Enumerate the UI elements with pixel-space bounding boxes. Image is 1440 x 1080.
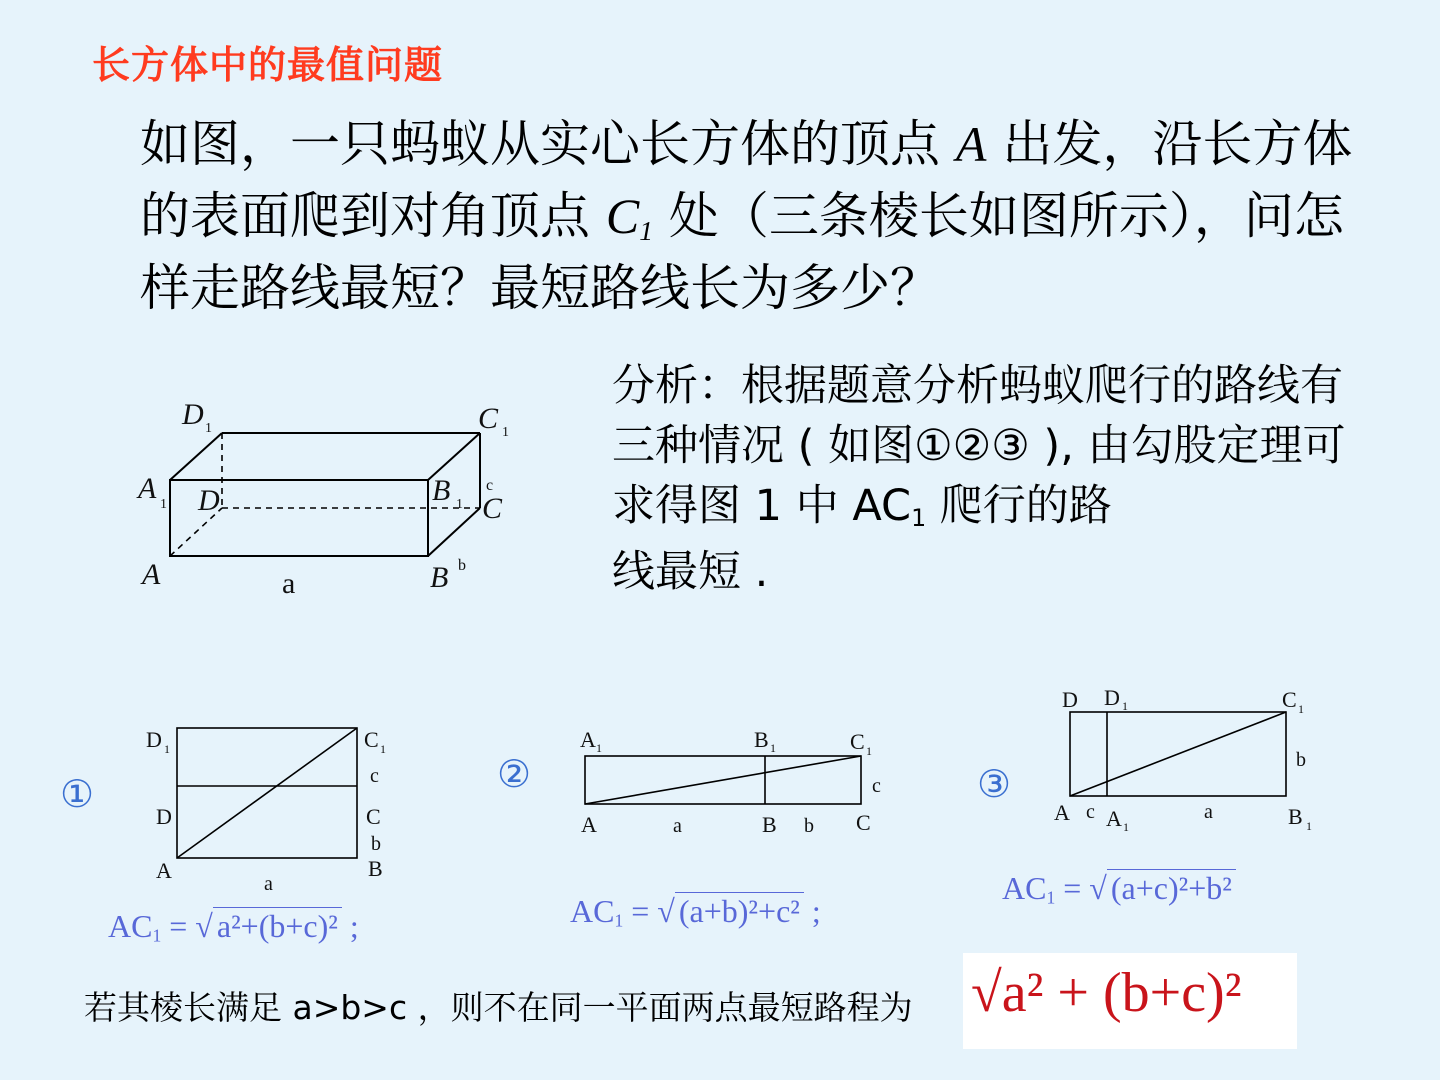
- label-c1-sub: 1: [502, 425, 509, 440]
- net3-label-d1: D: [1104, 685, 1120, 710]
- bottom-note: 若其棱长满足 a>b>c ，则不在同一平面两点最短路程为: [84, 988, 913, 1027]
- net2-label-edge-b: b: [804, 815, 814, 837]
- net2-label-a1-sub: 1: [596, 741, 602, 755]
- net1-formula-eq: = √: [161, 908, 213, 944]
- net3-formula-expr: (a+c)²+b²: [1107, 869, 1236, 906]
- net2-label-b1-sub: 1: [770, 741, 776, 755]
- net1-label-c: C: [366, 804, 381, 829]
- net1-formula-sub: 1: [152, 925, 162, 946]
- vertex-c1-sub: 1: [639, 214, 654, 246]
- net1-figure: [140, 720, 400, 900]
- net1-label-c1: C: [364, 727, 379, 752]
- analysis-line-4: 线最短 .: [612, 547, 769, 597]
- cuboid-figure: [130, 390, 530, 610]
- net1-label-edge-c: c: [370, 765, 379, 787]
- net3-label-c1-sub: 1: [1298, 702, 1304, 716]
- net2-label-a1: A: [580, 727, 596, 752]
- net2-formula-expr: (a+b)²+c²: [675, 892, 804, 929]
- net3-formula-lhs: AC: [1002, 870, 1047, 906]
- vertex-a-label: A: [955, 116, 987, 172]
- net1-formula-tail: ;: [341, 908, 359, 944]
- label-d1-sub: 1: [205, 421, 212, 436]
- net1-formula: [108, 908, 359, 945]
- net3-label-edge-b: b: [1296, 749, 1306, 771]
- problem-part1: 如图，一只蚂蚁从实心长方体的顶点: [140, 115, 940, 173]
- net1-formula-lhs: AC: [108, 908, 153, 944]
- net1-label-d1-sub: 1: [164, 742, 170, 756]
- net1-label-b: B: [368, 856, 383, 881]
- net2-label-a: A: [581, 812, 597, 837]
- answer-formula-box: [963, 953, 1297, 1049]
- cuboid-edge-bc: [428, 508, 480, 556]
- net3-formula-sub: 1: [1046, 887, 1056, 908]
- analysis-text-2: 爬行的路: [939, 481, 1112, 531]
- net1-marker: ①: [60, 772, 95, 816]
- label-c1: C: [478, 402, 499, 435]
- net3-path-ac1: [1070, 712, 1286, 796]
- net1-label-a: A: [156, 858, 172, 883]
- net2-label-c1-sub: 1: [866, 744, 872, 758]
- net1-path-ac1: [177, 728, 357, 858]
- net2-label-edge-c: c: [872, 775, 881, 797]
- net1-label-d: D: [156, 804, 172, 829]
- net1-formula-expr: a²+(b+c)²: [213, 907, 342, 944]
- net2-label-b: B: [762, 812, 777, 837]
- label-edge-b: b: [458, 557, 466, 574]
- label-b1: B: [432, 474, 451, 507]
- net3-label-edge-c: c: [1086, 801, 1095, 823]
- label-edge-c: c: [486, 477, 494, 494]
- label-a1-sub: 1: [160, 497, 167, 512]
- net3-label-b1: B: [1288, 804, 1303, 829]
- vertex-c1-label: [606, 188, 653, 244]
- net3-label-d: D: [1062, 687, 1078, 712]
- label-b1-sub: 1: [456, 497, 463, 512]
- answer-formula: √a² + (b+c)²: [971, 962, 1242, 1024]
- net3-label-edge-a: a: [1204, 801, 1213, 823]
- net2-formula-eq: = √: [623, 893, 675, 929]
- net2-formula-tail: ;: [803, 893, 821, 929]
- net2-formula-lhs: AC: [570, 893, 615, 929]
- net3-label-a: A: [1054, 800, 1070, 825]
- analysis-text-1: 分析：根据题意分析蚂蚁爬行的路线有三种情况 ( 如图①②③ ), 由勾股定理可求得图 1 中 AC: [612, 361, 1346, 531]
- net2-figure: [570, 720, 900, 840]
- label-d1: D: [182, 398, 204, 431]
- net1-label-edge-b: b: [371, 833, 381, 855]
- label-c: C: [482, 492, 503, 525]
- net2-label-c1: C: [850, 729, 865, 754]
- net2-formula-sub: 1: [614, 910, 624, 931]
- net2-label-b1: B: [754, 727, 769, 752]
- analysis-sub: 1: [911, 503, 927, 532]
- label-b: B: [430, 561, 449, 594]
- net2-formula: [570, 893, 821, 930]
- net2-marker: ②: [497, 752, 532, 796]
- cuboid-edge-a1d1: [170, 433, 222, 480]
- net1-label-d1: D: [146, 727, 162, 752]
- net3-label-a1: A: [1106, 806, 1122, 831]
- problem-statement: [140, 108, 1390, 324]
- analysis-text: [612, 356, 1372, 602]
- net1-label-c1-sub: 1: [380, 742, 386, 756]
- label-edge-a: a: [282, 567, 296, 600]
- net3-marker: ③: [977, 762, 1012, 806]
- vertex-c1-letter: C: [605, 188, 640, 244]
- net3-figure: [1050, 680, 1340, 840]
- net3-label-c1: C: [1282, 687, 1297, 712]
- net3-label-b1-sub: 1: [1306, 819, 1312, 833]
- problem-part2: 出发，沿长方体的表面爬到对角顶点: [140, 115, 1353, 245]
- net3-label-d1-sub: 1: [1122, 699, 1128, 713]
- net3-label-a1-sub: 1: [1123, 820, 1129, 834]
- net2-path-ac1: [585, 756, 861, 804]
- page-title: 长方体中的最值问题: [92, 43, 444, 87]
- net1-label-edge-a: a: [264, 873, 273, 895]
- label-a: A: [142, 558, 161, 591]
- net3-formula-eq: = √: [1055, 870, 1107, 906]
- net2-label-edge-a: a: [673, 815, 682, 837]
- label-a1: A: [138, 472, 157, 505]
- problem-part3: 处（三条棱长如图所示），问怎样走路线最短？最短路线长为多少？: [140, 187, 1344, 317]
- net3-formula: [1002, 870, 1236, 907]
- label-d: D: [198, 484, 220, 517]
- net2-label-c: C: [856, 810, 871, 835]
- cuboid-edge-b1c1: [428, 433, 480, 480]
